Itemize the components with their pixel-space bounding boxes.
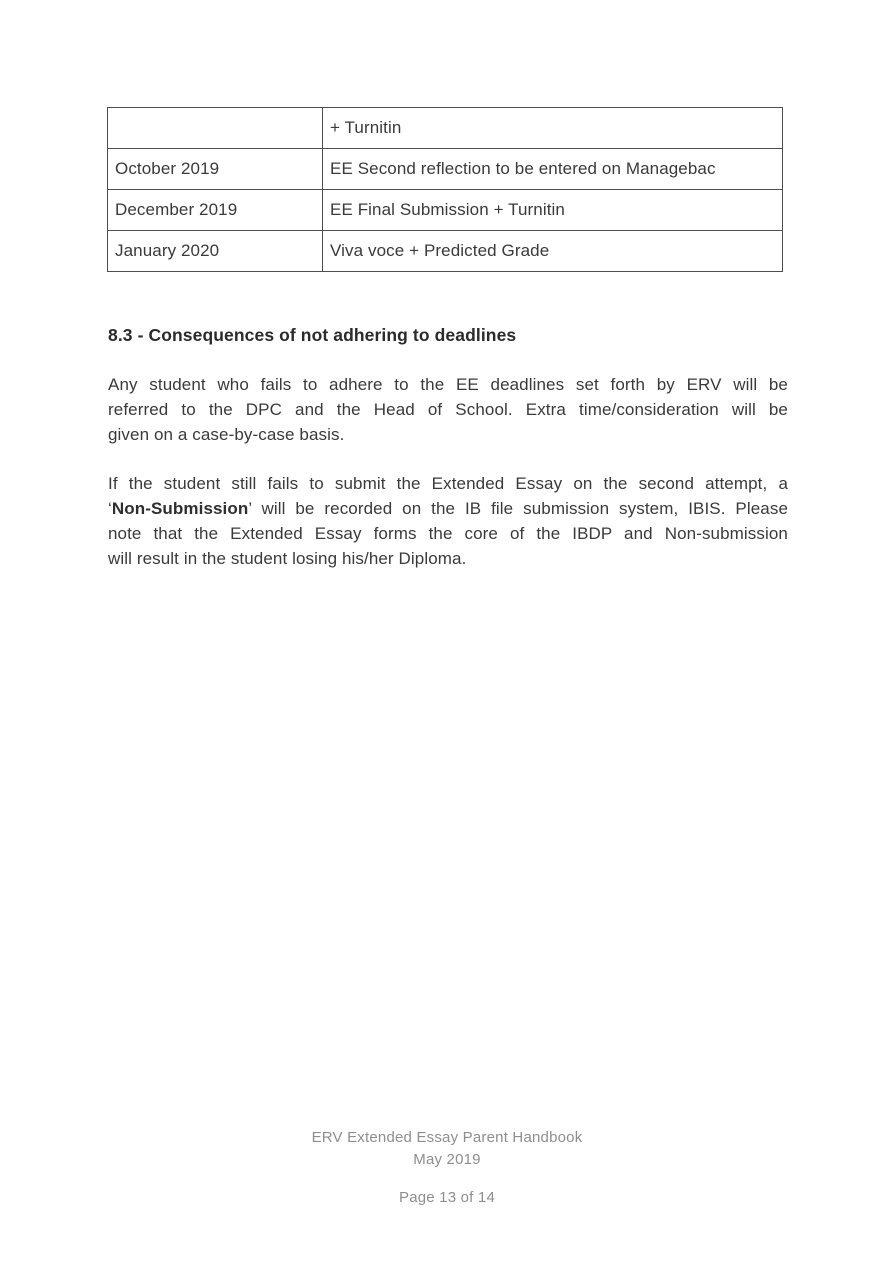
paragraph-consequences — [108, 372, 788, 447]
table-row — [108, 190, 783, 231]
paragraph-line: given on a case-by-case basis. — [108, 425, 345, 444]
table-cell-milestone: Viva voce + Predicted Grade — [323, 231, 783, 272]
paragraph-non-submission — [108, 471, 788, 571]
table-cell-date — [108, 108, 323, 149]
section-heading: 8.3 - Consequences of not adhering to deadlines — [108, 325, 517, 345]
paragraph-line: note that the Extended Essay forms the core of the IBDP and Non-submission — [108, 524, 788, 543]
paragraph-line: ‘Non-Submission’ will be recorded on the IB file submission system, IBIS. Please — [108, 499, 788, 518]
deadlines-table-grid — [107, 107, 783, 272]
page-number: Page 13 of 14 — [398, 1189, 495, 1206]
table-row — [108, 231, 783, 272]
table-row — [108, 149, 783, 190]
footer — [0, 1127, 894, 1170]
table-cell-date: December 2019 — [108, 190, 323, 231]
footer-handbook-title: ERV Extended Essay Parent Handbook — [311, 1129, 583, 1146]
deadlines-table — [107, 107, 783, 272]
table-cell-date: October 2019 — [108, 149, 323, 190]
footer-date: May 2019 — [413, 1150, 481, 1168]
paragraph-line: referred to the DPC and the Head of School. Extra time/consideration will be — [108, 400, 788, 419]
paragraph-line: Any student who fails to adhere to the EE deadlines set forth by ERV will be — [108, 375, 788, 394]
table-row — [108, 108, 783, 149]
table-cell-milestone: + Turnitin — [323, 108, 783, 149]
paragraph-line: If the student still fails to submit the Extended Essay on the second attempt, a — [108, 474, 788, 493]
table-cell-milestone: EE Second reflection to be entered on Managebac — [323, 149, 783, 190]
table-cell-milestone: EE Final Submission + Turnitin — [323, 190, 783, 231]
paragraph-line: will result in the student losing his/her Diploma. — [108, 549, 467, 568]
table-cell-date: January 2020 — [108, 231, 323, 272]
